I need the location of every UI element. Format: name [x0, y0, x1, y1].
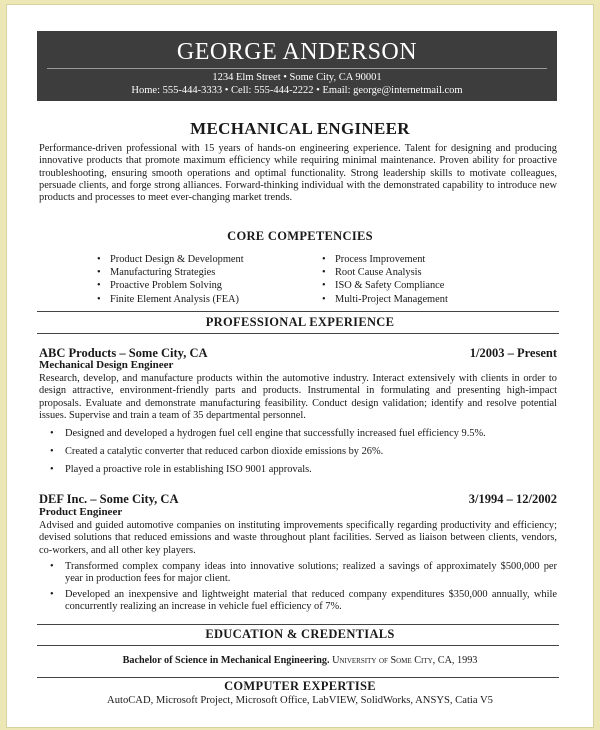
- degree-text: Bachelor of Science in Mechanical Engineering.: [122, 655, 330, 666]
- list-item: • Product Design & Development: [97, 253, 244, 266]
- list-item: • ISO & Safety Compliance: [322, 279, 448, 292]
- job-1-description: Research, develop, and manufacture products within the automotive industry. Interact extensively with clients in order to design attractive, environment-friendly parts and products. Instrumental in formulating and presenting high-impact proposals. Evaluate and demonstrate manufacturing feasibility. Conduct design validation; identify and resolve potential issues. Supervise and train a team of 35 departmental personnel.: [39, 373, 557, 421]
- resume-header: [37, 31, 557, 101]
- list-item: • Manufacturing Strategies: [97, 266, 244, 279]
- list-item: • Finite Element Analysis (FEA): [97, 293, 244, 306]
- address-line: 1234 Elm Street • Some City, CA 90001: [212, 72, 382, 83]
- school-text: University of Some City, CA, 1993: [332, 655, 478, 666]
- job-2-header: [39, 492, 557, 507]
- section-divider: [37, 624, 559, 625]
- job-1-bullet: • Created a catalytic converter that reduced carbon dioxide emissions by 26%.: [65, 446, 557, 458]
- job-2-dates: 3/1994 – 12/2002: [468, 492, 557, 506]
- job-2-bullet: • Transformed complex company ideas into innovative solutions; realized a savings of approximately $500,000 per year in production fees for major client.: [65, 561, 557, 586]
- job-1-bullet: • Played a proactive role in establishing ISO 9001 approvals.: [65, 464, 557, 476]
- list-item: • Proactive Problem Solving: [97, 279, 244, 292]
- header-divider: [47, 68, 547, 69]
- education-entry: [7, 655, 593, 666]
- resume-page: [6, 4, 594, 728]
- job-2-company: DEF Inc. – Some City, CA: [39, 492, 179, 506]
- job-1-company: ABC Products – Some City, CA: [39, 346, 208, 360]
- job-2-description: Advised and guided automotive companies on instituting improvements specifically regarding productivity and efficiency; devised solutions that reduced emissions and waste throughout plant facilities. Served as liaison between clients, vendors, co-workers, and all other key players.: [39, 520, 557, 556]
- section-divider: [37, 677, 559, 678]
- job-2-bullet: • Developed an inexpensive and lightweight material that reduced company expenditures $350,000 annually, while concurrently realizing an increase in vehicle fuel efficiency of 7%.: [65, 589, 557, 614]
- skills-heading: COMPUTER EXPERTISE: [224, 679, 376, 693]
- experience-heading: PROFESSIONAL EXPERIENCE: [205, 315, 395, 329]
- skills-list: AutoCAD, Microsoft Project, Microsoft Office, LabVIEW, SolidWorks, ANSYS, Catia V5: [107, 695, 493, 706]
- candidate-name: GEORGE ANDERSON: [176, 39, 418, 65]
- list-item: • Root Cause Analysis: [322, 266, 448, 279]
- section-divider: [37, 311, 559, 312]
- job-2-role: Product Engineer: [39, 506, 123, 518]
- competencies-left-list: [97, 253, 244, 306]
- job-1-bullet: • Designed and developed a hydrogen fuel cell engine that successfully increased fuel efficiency 9.5%.: [65, 428, 557, 440]
- job-1-dates: 1/2003 – Present: [469, 346, 557, 360]
- summary-paragraph: Performance-driven professional with 15 years of hands-on engineering experience. Talent for designing and producing innovative products that promote maximum efficiency while requiring minimal maintenance. Proven ability for proactive troubleshooting, ensuring smooth operations and optimal functionality. Strong leadership skills to motivate colleagues, persuade clients, and forge strong alliances. Forward-thinking individual with the demonstrated capability to introduce new products and processes to meet ever-changing market trends.: [39, 143, 557, 204]
- job-1-role: Mechanical Design Engineer: [39, 359, 174, 371]
- list-item: • Process Improvement: [322, 253, 448, 266]
- education-heading: EDUCATION & CREDENTIALS: [205, 627, 395, 641]
- section-divider: [37, 645, 559, 646]
- competencies-heading: CORE COMPETENCIES: [227, 229, 373, 243]
- list-item: • Multi-Project Management: [322, 293, 448, 306]
- competencies-right-list: [322, 253, 448, 306]
- job-title: MECHANICAL ENGINEER: [190, 119, 410, 138]
- contact-line: Home: 555-444-3333 • Cell: 555-444-2222 • Email: george@internetmail.com: [131, 85, 463, 96]
- section-divider: [37, 333, 559, 334]
